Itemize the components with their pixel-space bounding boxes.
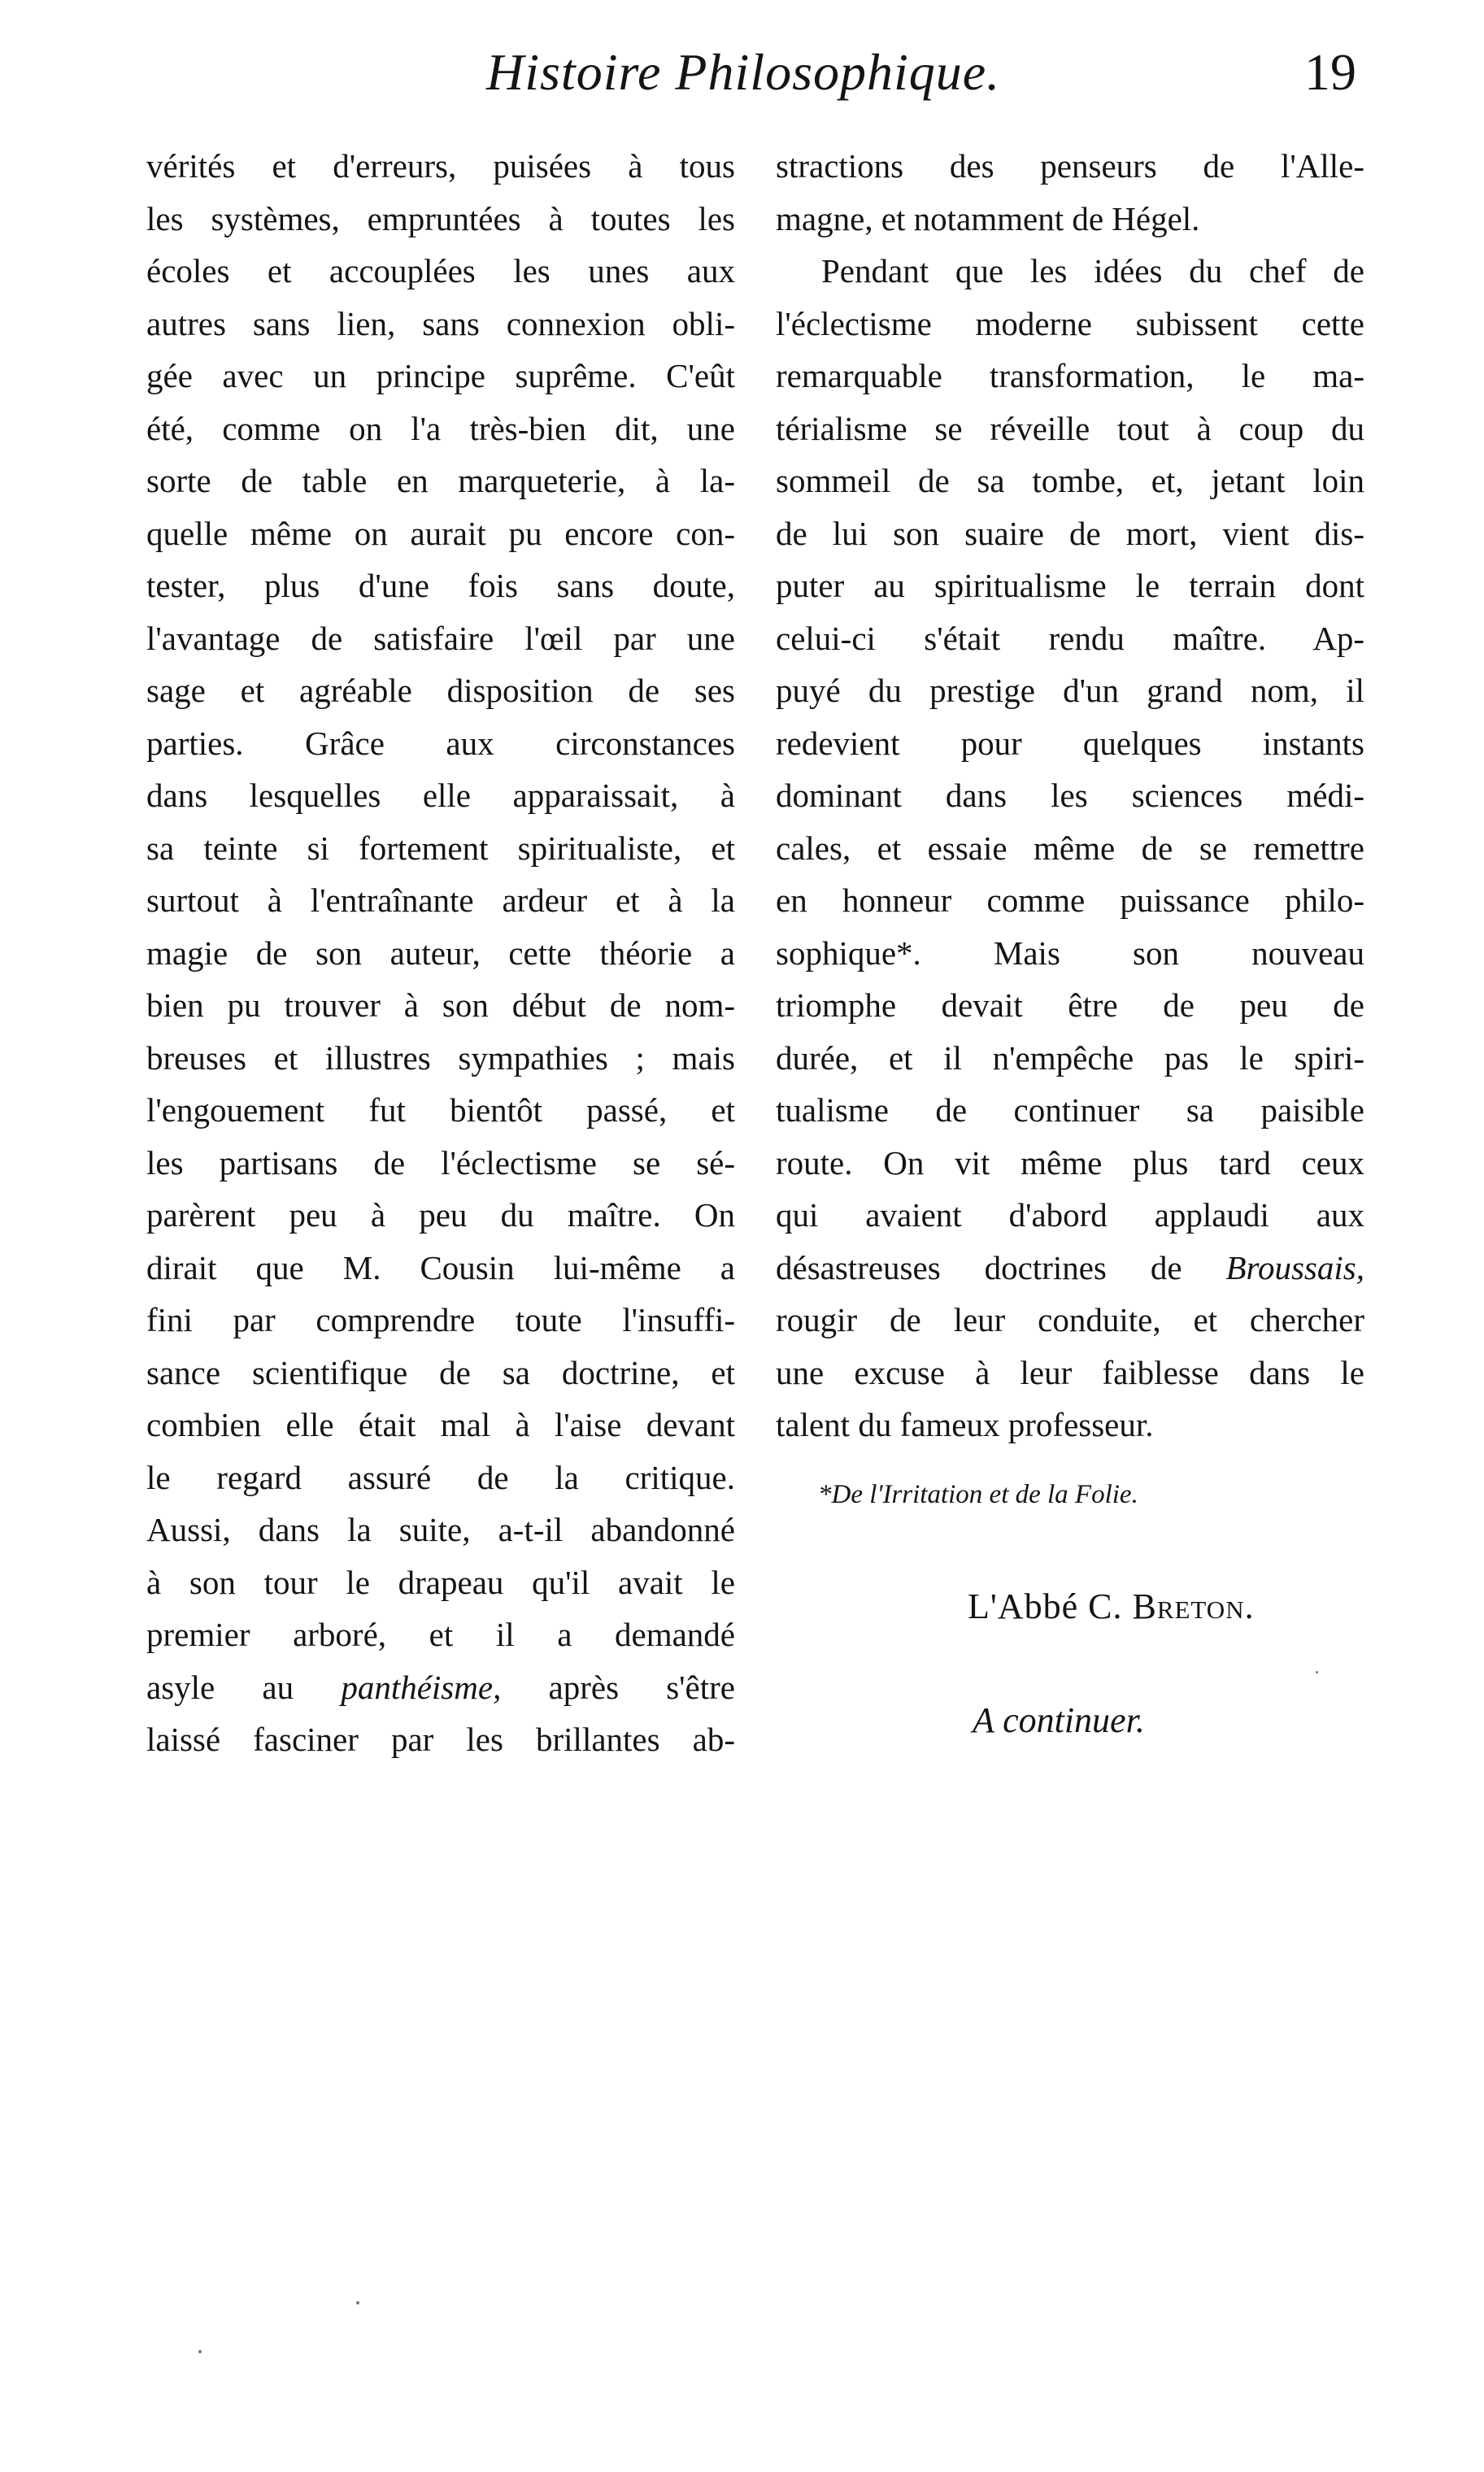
text-line: tester, plus d'une fois sans doute, bbox=[146, 567, 735, 604]
paper-speck bbox=[356, 2301, 359, 2304]
left-column bbox=[146, 140, 735, 1766]
signature bbox=[968, 1586, 1255, 1627]
continuation-note: A continuer. bbox=[973, 1700, 1145, 1740]
signature-name: Breton. bbox=[1132, 1586, 1255, 1626]
text-line: gée avec un principe suprême. C'eût bbox=[146, 357, 735, 394]
text-line: magie de son auteur, cette théorie a bbox=[146, 934, 735, 972]
text-segment: désastreuses doctrines de bbox=[776, 1248, 1182, 1286]
text-line: triomphe devait être de peu de bbox=[776, 986, 1364, 1024]
text-segment: asyle au bbox=[146, 1668, 294, 1706]
text-segment: après s'être bbox=[548, 1668, 735, 1706]
text-line: bien pu trouver à son début de nom- bbox=[146, 986, 735, 1024]
text-line: sa teinte si fortement spiritualiste, et bbox=[146, 829, 735, 867]
text-line: dominant dans les sciences médi- bbox=[776, 777, 1364, 814]
text-line: sommeil de sa tombe, et, jetant loin bbox=[776, 462, 1364, 499]
text-line bbox=[776, 1242, 1364, 1295]
text-line: parèrent peu à peu du maître. On bbox=[146, 1196, 735, 1234]
text-line: autres sans lien, sans connexion obli- bbox=[146, 304, 735, 342]
text-line: les partisans de l'éclectisme se sé- bbox=[146, 1143, 735, 1182]
text-line: dans lesquelles elle apparaissait, à bbox=[146, 777, 735, 814]
running-header bbox=[0, 42, 1484, 115]
text-line: talent du fameux professeur. bbox=[776, 1406, 1154, 1443]
text-line: premier arboré, et il a demandé bbox=[146, 1616, 735, 1653]
signature-prefix: L'Abbé C. bbox=[968, 1586, 1123, 1626]
text-line bbox=[146, 1661, 735, 1714]
text-line: redevient pour quelques instants bbox=[776, 724, 1364, 762]
text-line: en honneur comme puissance philo- bbox=[776, 881, 1364, 919]
text-line: qui avaient d'abord applaudi aux bbox=[776, 1196, 1364, 1234]
text-line: été, comme on l'a très-bien dit, une bbox=[146, 409, 735, 447]
footnote: *De l'Irritation et de la Folie. bbox=[818, 1480, 1138, 1509]
text-line: les systèmes, empruntées à toutes les bbox=[146, 199, 735, 237]
text-line: magne, et notamment de Hégel. bbox=[776, 199, 1200, 237]
text-line: laissé fasciner par les brillantes ab- bbox=[146, 1721, 735, 1758]
text-line: route. On vit même plus tard ceux bbox=[776, 1143, 1364, 1182]
text-line: l'avantage de satisfaire l'œil par une bbox=[146, 619, 735, 657]
right-column bbox=[776, 140, 1364, 1451]
text-line: cales, et essaie même de se remettre bbox=[776, 829, 1364, 867]
text-line: celui-ci s'était rendu maître. Ap- bbox=[776, 619, 1364, 657]
text-line: Aussi, dans la suite, a-t-il abandonné bbox=[146, 1511, 735, 1548]
text-line: fini par comprendre toute l'insuffi- bbox=[146, 1301, 735, 1338]
text-line: écoles et accouplées les unes aux bbox=[146, 252, 735, 289]
text-line: sance scientifique de sa doctrine, et bbox=[146, 1353, 735, 1391]
text-line: l'éclectisme moderne subissent cette bbox=[776, 304, 1364, 342]
text-line: de lui son suaire de mort, vient dis- bbox=[776, 514, 1364, 552]
text-line: le regard assuré de la critique. bbox=[146, 1458, 735, 1496]
text-line: térialisme se réveille tout à coup du bbox=[776, 409, 1364, 447]
text-line: rougir de leur conduite, et chercher bbox=[776, 1301, 1364, 1338]
text-line: parties. Grâce aux circonstances bbox=[146, 724, 735, 762]
text-line: quelle même on aurait pu encore con- bbox=[146, 514, 735, 552]
text-line: l'engouement fut bientôt passé, et bbox=[146, 1091, 735, 1129]
text-line: Pendant que les idées du chef de bbox=[821, 252, 1364, 289]
text-line: durée, et il n'empêche pas le spiri- bbox=[776, 1038, 1364, 1077]
text-line: à son tour le drapeau qu'il avait le bbox=[146, 1563, 735, 1601]
text-line: remarquable transformation, le ma- bbox=[776, 357, 1364, 394]
text-line: breuses et illustres sympathies ; mais bbox=[146, 1038, 735, 1077]
text-line: combien elle était mal à l'aise devant bbox=[146, 1406, 735, 1443]
text-line: puter au spiritualisme le terrain dont bbox=[776, 567, 1364, 604]
italic-name: Broussais, bbox=[1225, 1248, 1364, 1286]
paper-speck bbox=[1316, 1671, 1318, 1673]
paper-speck bbox=[198, 2350, 202, 2353]
text-line: sorte de table en marqueterie, à la- bbox=[146, 462, 735, 499]
text-line: vérités et d'erreurs, puisées à tous bbox=[146, 147, 735, 185]
running-title: Histoire Philosophique. bbox=[486, 43, 1001, 101]
text-line: stractions des penseurs de l'Alle- bbox=[776, 147, 1364, 185]
text-line: tualisme de continuer sa paisible bbox=[776, 1091, 1364, 1129]
text-line: puyé du prestige d'un grand nom, il bbox=[776, 672, 1364, 709]
text-line: une excuse à leur faiblesse dans le bbox=[776, 1353, 1364, 1391]
text-line: sage et agréable disposition de ses bbox=[146, 672, 735, 709]
page-number: 19 bbox=[1304, 43, 1356, 101]
text-line: dirait que M. Cousin lui-même a bbox=[146, 1248, 735, 1286]
italic-term: panthéisme, bbox=[341, 1668, 502, 1706]
text-line: sophique*. Mais son nouveau bbox=[776, 934, 1364, 972]
text-line: surtout à l'entraînante ardeur et à la bbox=[146, 881, 735, 919]
